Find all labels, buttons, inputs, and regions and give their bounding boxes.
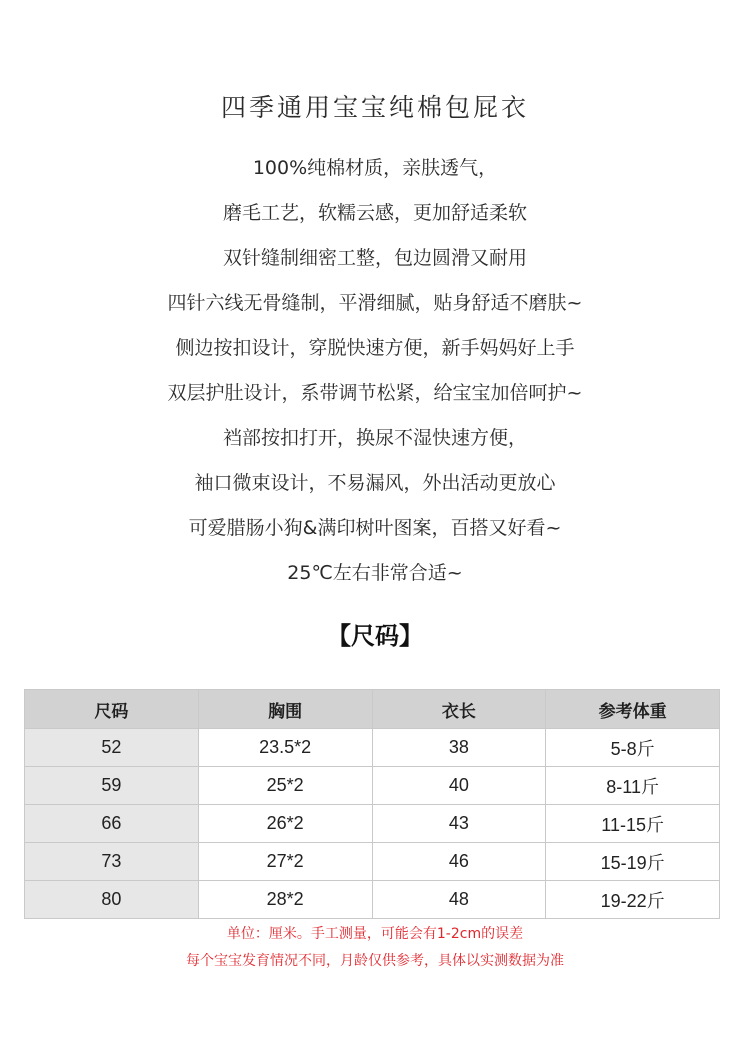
age-reference-note: 每个宝宝发育情况不同，月龄仅供参考，具体以实测数据为准	[186, 953, 564, 969]
feature-line: 25℃左右非常合适~	[287, 562, 463, 584]
table-row	[25, 729, 720, 767]
feature-line: 100%纯棉材质，亲肤透气，	[252, 157, 498, 179]
cell-chest: 25*2	[198, 767, 372, 805]
column-header-length: 衣长	[372, 690, 546, 729]
column-header-size: 尺码	[25, 690, 199, 729]
cell-size: 80	[25, 881, 199, 919]
cell-length: 38	[372, 729, 546, 767]
cell-length: 43	[372, 805, 546, 843]
table-row	[25, 881, 720, 919]
cell-size: 66	[25, 805, 199, 843]
cell-chest: 27*2	[198, 843, 372, 881]
cell-weight: 5-8斤	[546, 729, 720, 767]
product-title: 四季通用宝宝纯棉包屁衣	[220, 93, 529, 122]
cell-size: 52	[25, 729, 199, 767]
cell-weight: 15-19斤	[546, 843, 720, 881]
table-header-row	[25, 690, 720, 729]
column-header-weight: 参考体重	[546, 690, 720, 729]
feature-line: 袖口微束设计，不易漏风，外出活动更放心	[194, 472, 556, 494]
table-row	[25, 805, 720, 843]
feature-line: 裆部按扣打开，换尿不湿快速方便，	[222, 427, 527, 449]
cell-size: 73	[25, 843, 199, 881]
feature-list	[0, 146, 750, 596]
table-row	[25, 767, 720, 805]
feature-line: 磨毛工艺，软糯云感，更加舒适柔软	[222, 202, 527, 224]
feature-line: 四针六线无骨缝制，平滑细腻，贴身舒适不磨肤~	[167, 292, 583, 314]
cell-weight: 11-15斤	[546, 805, 720, 843]
measurement-note: 单位：厘米。手工测量，可能会有1-2cm的误差	[226, 926, 524, 942]
cell-chest: 26*2	[198, 805, 372, 843]
cell-weight: 8-11斤	[546, 767, 720, 805]
feature-line: 双针缝制细密工整，包边圆滑又耐用	[222, 247, 527, 269]
cell-length: 40	[372, 767, 546, 805]
feature-line: 侧边按扣设计，穿脱快速方便，新手妈妈好上手	[175, 337, 575, 359]
cell-size: 59	[25, 767, 199, 805]
cell-chest: 23.5*2	[198, 729, 372, 767]
size-section-heading: 【尺码】	[327, 622, 423, 650]
cell-length: 48	[372, 881, 546, 919]
column-header-chest: 胸围	[198, 690, 372, 729]
size-table	[24, 689, 720, 919]
cell-length: 46	[372, 843, 546, 881]
feature-line: 可爱腊肠小狗&满印树叶图案，百搭又好看~	[188, 517, 562, 539]
feature-line: 双层护肚设计，系带调节松紧，给宝宝加倍呵护~	[167, 382, 583, 404]
table-row	[25, 843, 720, 881]
cell-weight: 19-22斤	[546, 881, 720, 919]
cell-chest: 28*2	[198, 881, 372, 919]
